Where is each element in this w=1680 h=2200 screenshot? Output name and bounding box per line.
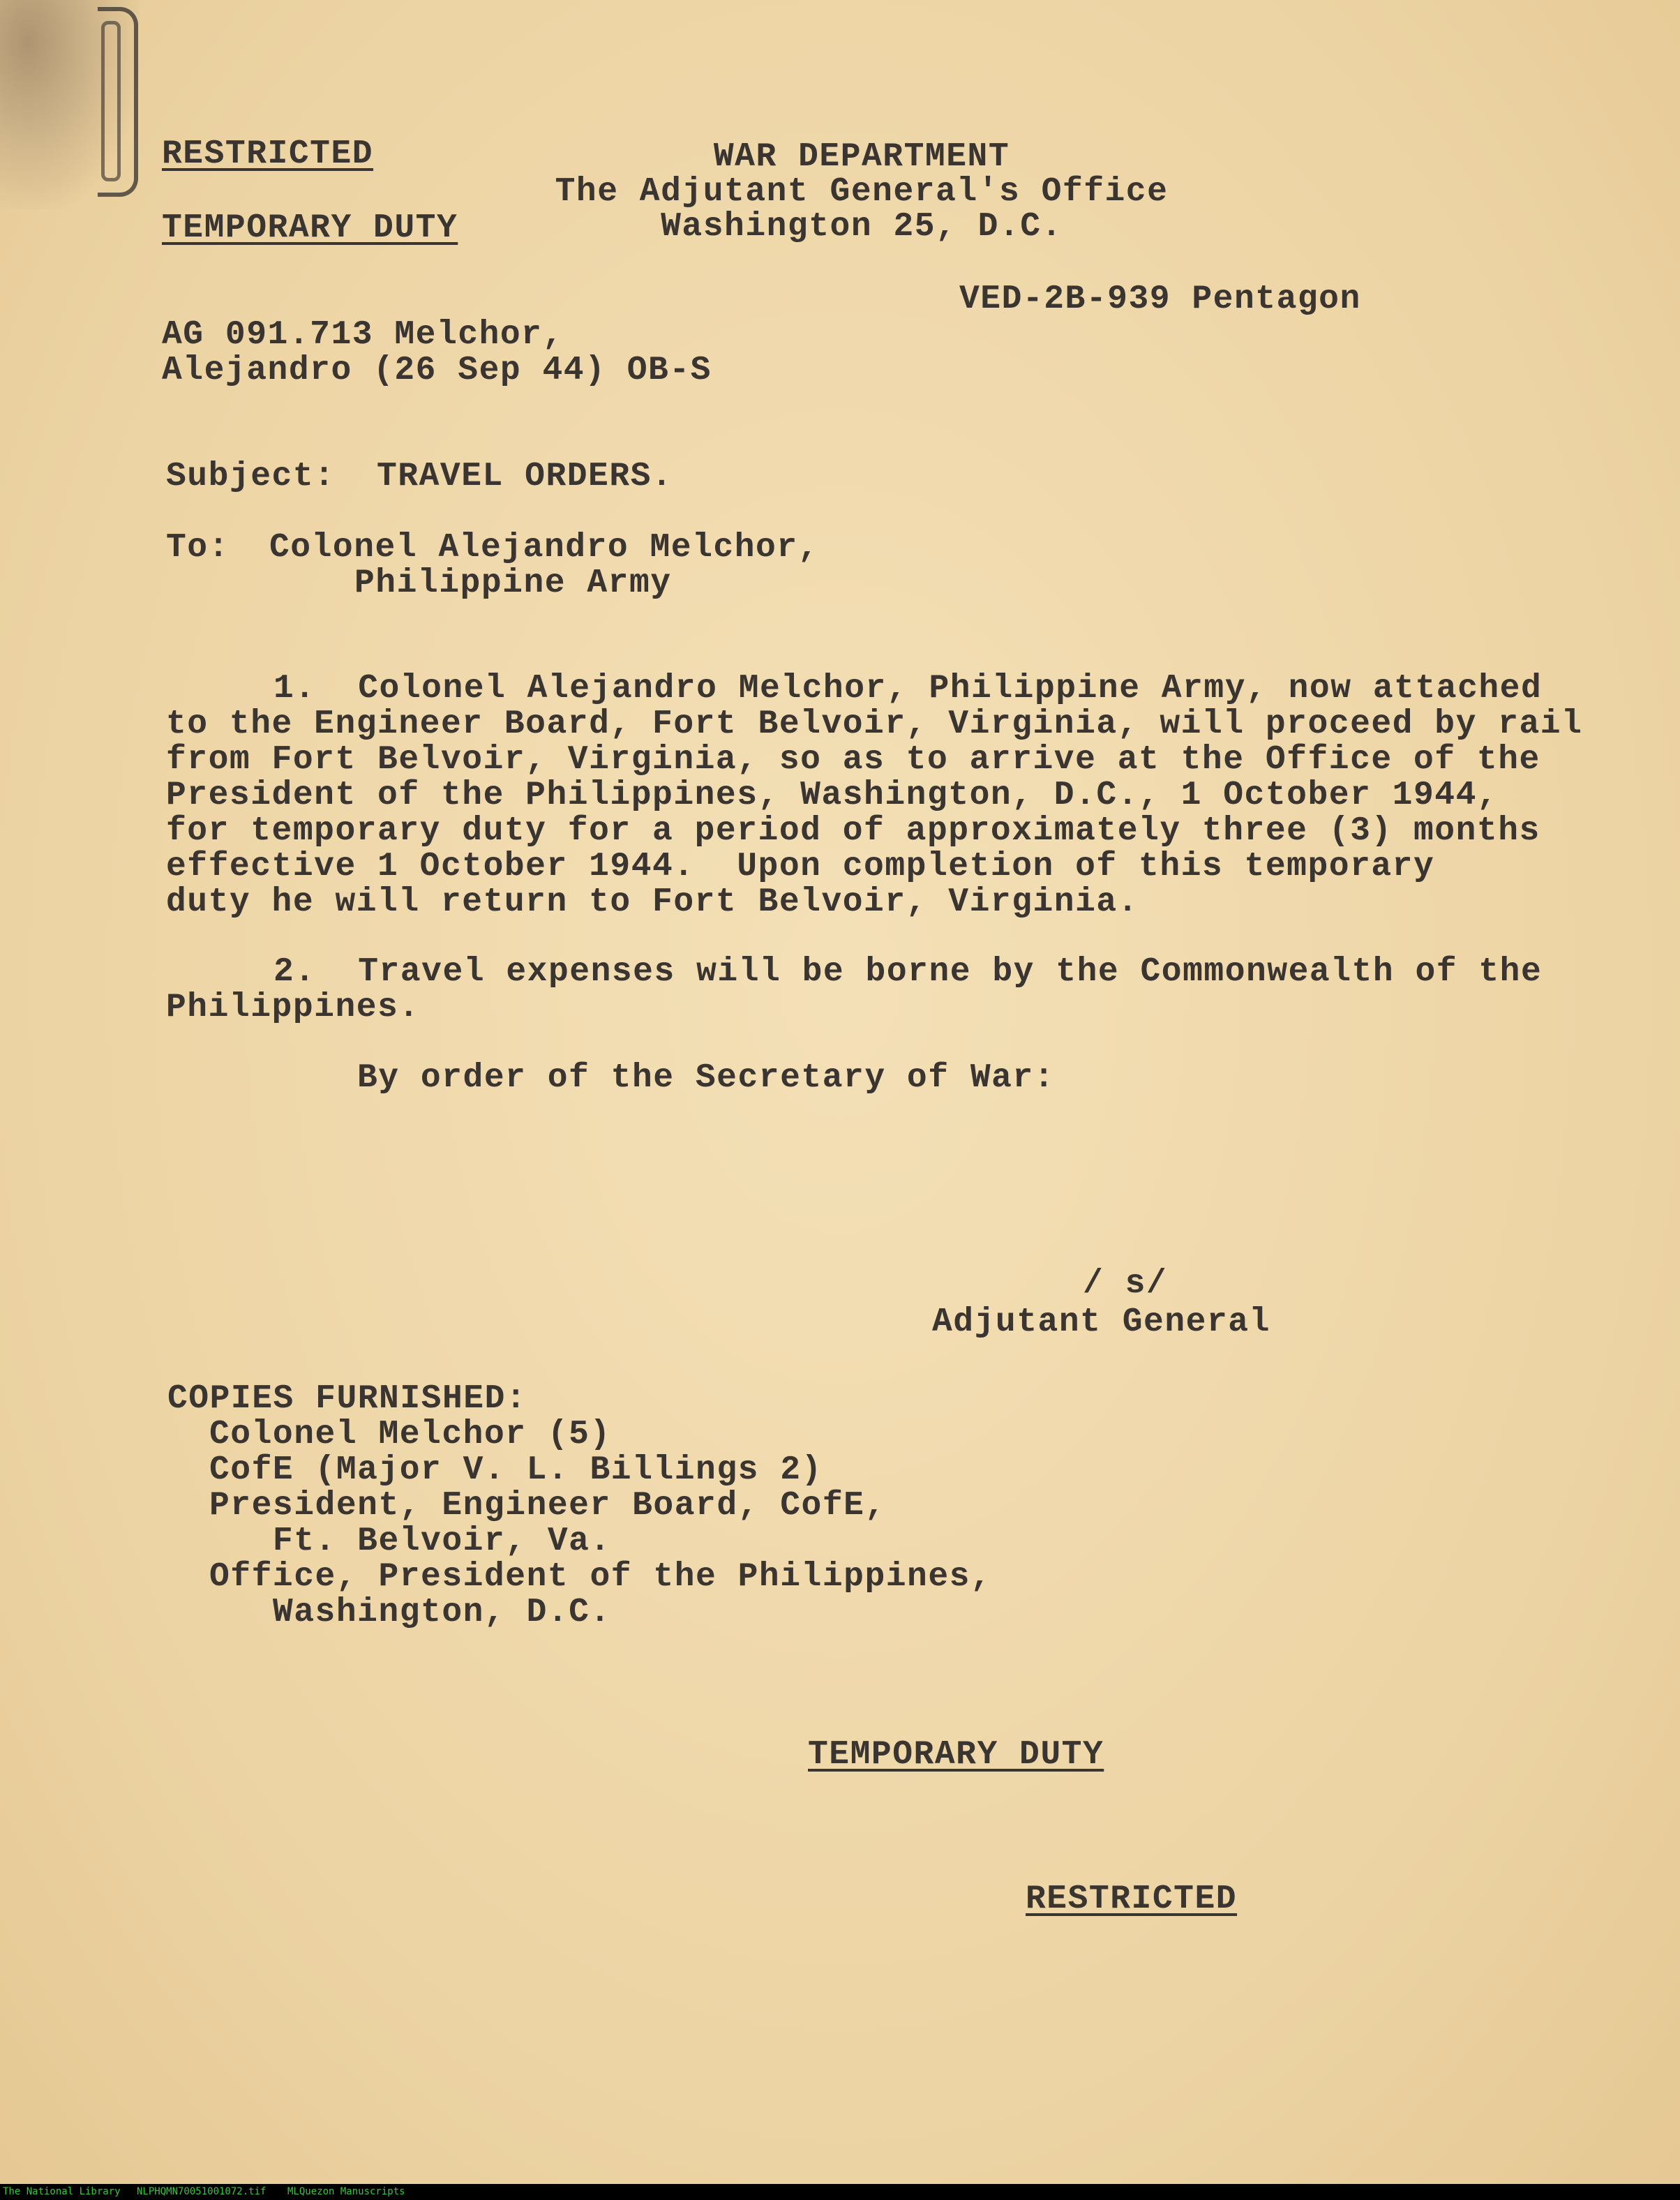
copies-line: Ft. Belvoir, Va.: [209, 1522, 611, 1560]
paper-clip-inner-mark: [101, 21, 121, 181]
para1-line: effective 1 October 1944. Upon completion of this temporary: [166, 848, 1435, 885]
para1-line: for temporary duty for a period of approximately three (3) months: [166, 812, 1540, 850]
para1-line: President of the Philippines, Washington, D.C., 1 October 1944,: [166, 777, 1499, 814]
copies-line: Washington, D.C.: [209, 1594, 611, 1631]
para1-line: to the Engineer Board, Fort Belvoir, Virginia, will proceed by rail: [166, 705, 1583, 743]
classification-bottom: RESTRICTED: [1026, 1880, 1238, 1918]
scan-file-label: NLPHQMN70051001072.tif: [137, 2186, 267, 2197]
duty-top: TEMPORARY DUTY: [162, 209, 458, 247]
room-number: VED-2B-939 Pentagon: [959, 280, 1361, 318]
subject-value: TRAVEL ORDERS.: [377, 458, 673, 495]
para2-line: Philippines.: [166, 989, 420, 1026]
scan-collection-label: MLQuezon Manuscripts: [287, 2186, 405, 2197]
signature-mark: / s/: [1083, 1265, 1168, 1303]
to-line-2: Philippine Army: [354, 564, 672, 602]
copies-line: Colonel Melchor (5): [209, 1416, 611, 1453]
copies-line: President, Engineer Board, CofE,: [209, 1487, 886, 1525]
signature-title: Adjutant General: [932, 1303, 1270, 1341]
classification-top: RESTRICTED: [162, 135, 374, 173]
copies-line: CofE (Major V. L. Billings 2): [209, 1451, 823, 1489]
duty-bottom: TEMPORARY DUTY: [808, 1736, 1104, 1774]
order-line: By order of the Secretary of War:: [357, 1059, 1056, 1097]
office-title: The Adjutant General's Office: [555, 173, 1169, 211]
scan-library-label: The National Library: [3, 2186, 121, 2197]
department-title: WAR DEPARTMENT: [713, 138, 1010, 176]
para1-line: duty he will return to Fort Belvoir, Virginia.: [166, 883, 1139, 921]
to-label: To:: [166, 529, 230, 567]
subject-label: Subject:: [166, 458, 336, 495]
para1-line: 1. Colonel Alejandro Melchor, Philippine Army, now attached: [273, 670, 1543, 708]
reference-line-2: Alejandro (26 Sep 44) OB-S: [162, 352, 712, 389]
copies-line: Office, President of the Philippines,: [209, 1558, 992, 1596]
para1-line: from Fort Belvoir, Virginia, so as to arrive at the Office of the: [166, 741, 1540, 779]
reference-line-1: AG 091.713 Melchor,: [162, 316, 564, 354]
office-address: Washington 25, D.C.: [661, 208, 1063, 246]
copies-heading: COPIES FURNISHED:: [167, 1380, 527, 1418]
scan-info-bar: [0, 2184, 1680, 2200]
to-line-1: Colonel Alejandro Melchor,: [269, 529, 819, 567]
para2-line: 2. Travel expenses will be borne by the Commonwealth of the: [273, 953, 1543, 991]
